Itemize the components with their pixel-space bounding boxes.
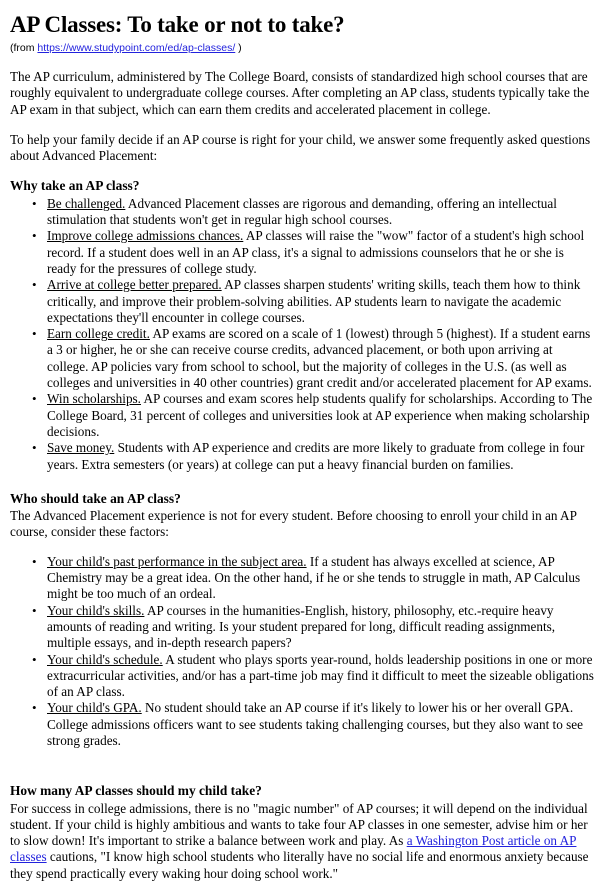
- list-item: [10, 277, 596, 326]
- source-prefix: (from: [10, 42, 38, 54]
- bullet-body: AP exams are scored on a scale of 1 (lowest) through 5 (highest). If a student earns a 3 or higher, he or she can receive course credits, advanced placement, or both upon arriving at college. AP policies vary from school to school, but the majority of colleges in the U.S. (as well as colleges and universities in 40 other countries) grant credit and/or accelerated placement for AP exams.: [47, 326, 592, 391]
- washington-post-article-link[interactable]: a Washington Post article on AP classes: [10, 833, 577, 865]
- final-text-after-link: cautions, "I know high school students who literally have no social life and enormous anxiety because they spend practically every waking hour doing school work.": [10, 849, 589, 881]
- bullet-lead: Save money.: [47, 440, 115, 456]
- bullet-body: AP classes will raise the "wow" factor of a student's high school record. If a student does well in an AP class, it's a signal to admissions counselors that he or she is ready for the pressures of college study.: [47, 228, 585, 276]
- bullet-body: AP classes sharpen students' writing skills, teach them how to think critically, and improve their problem-solving abilities. AP students learn to navigate the academic expectations they'll encounter in college courses.: [47, 277, 581, 325]
- bullet-body: If a student has always excelled at science, AP Chemistry may be a great idea. On the other hand, if he or she tends to struggle in math, AP Calculus might be too much of an ordeal.: [47, 553, 581, 602]
- bullet-lead: Your child's past performance in the subject area.: [47, 553, 307, 569]
- final-paragraph: [10, 801, 596, 882]
- source-suffix: ): [235, 42, 242, 54]
- list-item: [10, 652, 596, 701]
- section-intro-who-should: The Advanced Placement experience is not for every student. Before choosing to enroll your child in an AP course, consider these factors:: [10, 508, 577, 540]
- bullet-body: Students with AP experience and credits are more likely to graduate from college in four years. Extra semesters (or years) at college can put a heavy financial burden on families.: [47, 440, 585, 472]
- section-heading-why-take: Why take an AP class?: [10, 178, 140, 194]
- section-heading-who-should: Who should take an AP class?: [10, 490, 181, 506]
- bullet-lead: Earn college credit.: [47, 326, 150, 342]
- section-heading-how-many: How many AP classes should my child take?: [10, 783, 262, 799]
- bullet-lead: Win scholarships.: [47, 391, 141, 407]
- bullet-lead: Arrive at college better prepared.: [47, 277, 222, 293]
- bullet-lead: Your child's skills.: [47, 602, 145, 618]
- intro-paragraph-2: To help your family decide if an AP course is right for your child, we answer some frequently asked questions about Advanced Placement:: [10, 131, 591, 164]
- list-item: [10, 554, 596, 603]
- bullet-body: AP courses in the humanities-English, history, philosophy, etc.-require heavy amounts of reading and writing. Is your student prepared for long, difficult reading assignments, multiple essays, and in-depth research papers?: [47, 602, 556, 651]
- source-attribution: [10, 42, 596, 55]
- list-item: [10, 228, 596, 277]
- bullet-lead: Your child's schedule.: [47, 651, 163, 667]
- spacer: [10, 541, 596, 554]
- source-url-link[interactable]: https://www.studypoint.com/ed/ap-classes/: [37, 42, 236, 54]
- bullet-body: A student who plays sports year-round, holds leadership positions in one or more extracurricular activities, and/or has a part-time job may find it difficult to meet the sizeable obligations of an AP class.: [47, 651, 594, 700]
- list-item: [10, 603, 596, 652]
- intro-paragraph-1: The AP curriculum, administered by The College Board, consists of standardized high school courses that are roughly equivalent to undergraduate college courses. After completing an AP class, students typically take the AP exam in that subject, which can earn them credits and accelerated placement in college.: [10, 69, 590, 117]
- bullet-lead: Be challenged.: [47, 195, 126, 211]
- bullet-body: Advanced Placement classes are rigorous and demanding, offering an intellectual stimulation that students won't get in regular high school courses.: [47, 195, 557, 228]
- list-item: [10, 440, 596, 473]
- bullet-list-who-should: [10, 554, 596, 750]
- bullet-list-why-take: [10, 196, 596, 473]
- list-item: [10, 326, 596, 391]
- page-title: AP Classes: To take or not to take?: [10, 12, 345, 37]
- list-item: [10, 196, 596, 229]
- list-item: [10, 391, 596, 440]
- bullet-lead: Your child's GPA.: [47, 700, 142, 716]
- list-item: [10, 700, 596, 749]
- final-text-before-link: For success in college admissions, there is no "magic number" of AP courses; it will depend on the individual student. If your child is highly ambitious and wants to take four AP classes in one semester, advise him or her to slow down! It's important to strike a balance between work and play. As: [10, 800, 588, 849]
- bullet-body: No student should take an AP course if it's likely to lower his or her overall GPA. College admissions officers want to see students taking challenging courses, but they also want to see strong grades.: [47, 700, 583, 748]
- bullet-lead: Improve college admissions chances.: [47, 228, 244, 244]
- bullet-body: AP courses and exam scores help students qualify for scholarships. According to The College Board, 31 percent of colleges and universities look at AP experience when making scholarship decisions.: [47, 391, 593, 439]
- spacer: [10, 749, 596, 765]
